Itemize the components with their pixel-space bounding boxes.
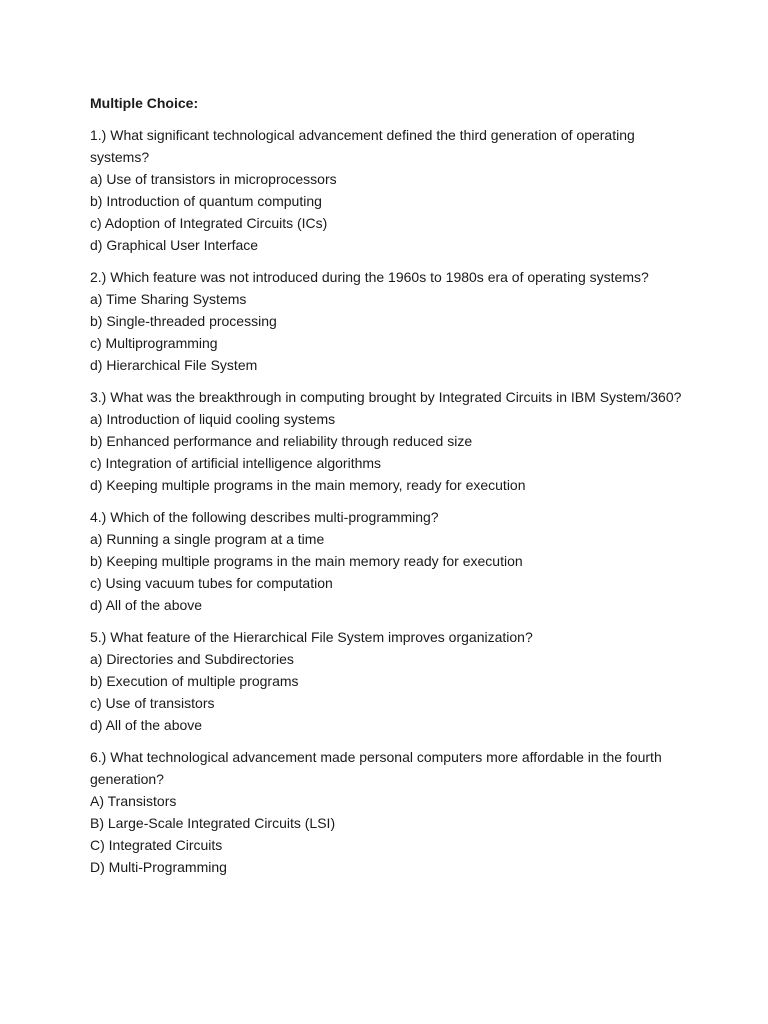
answer-option: d) Graphical User Interface: [90, 237, 259, 253]
answer-option: b) Introduction of quantum computing: [90, 193, 322, 209]
question-5: [90, 626, 690, 736]
question-text: 5.) What feature of the Hierarchical File System improves organization?: [90, 629, 533, 645]
question-6: [90, 746, 690, 878]
answer-option: d) All of the above: [90, 597, 203, 613]
question-text: 3.) What was the breakthrough in computing brought by Integrated Circuits in IBM System/360?: [90, 389, 682, 405]
question-3: [90, 386, 690, 496]
answer-option: a) Running a single program at a time: [90, 531, 325, 547]
answer-option: a) Directories and Subdirectories: [90, 651, 294, 667]
question-2: [90, 266, 690, 376]
answer-option: c) Adoption of Integrated Circuits (ICs): [90, 215, 328, 231]
answer-option: d) All of the above: [90, 717, 203, 733]
answer-option: b) Keeping multiple programs in the main memory ready for execution: [90, 553, 523, 569]
answer-option: c) Use of transistors: [90, 695, 215, 711]
question-text: 2.) Which feature was not introduced during the 1960s to 1980s era of operating systems?: [90, 269, 649, 285]
answer-option: d) Keeping multiple programs in the main memory, ready for execution: [90, 477, 526, 493]
question-text: 6.) What technological advancement made personal computers more affordable in the fourth generation?: [90, 749, 662, 787]
answer-option: C) Integrated Circuits: [90, 837, 223, 853]
answer-option: A) Transistors: [90, 793, 177, 809]
answer-option: d) Hierarchical File System: [90, 357, 258, 373]
answer-option: a) Use of transistors in microprocessors: [90, 171, 337, 187]
answer-option: c) Integration of artificial intelligence algorithms: [90, 455, 382, 471]
answer-option: D) Multi-Programming: [90, 859, 227, 875]
answer-option: c) Multiprogramming: [90, 335, 218, 351]
answer-option: b) Execution of multiple programs: [90, 673, 299, 689]
answer-option: a) Time Sharing Systems: [90, 291, 247, 307]
answer-option: c) Using vacuum tubes for computation: [90, 575, 333, 591]
question-text: 4.) Which of the following describes multi-programming?: [90, 509, 439, 525]
question-text: 1.) What significant technological advancement defined the third generation of operating systems?: [90, 127, 635, 165]
question-1: [90, 124, 690, 256]
section-heading: Multiple Choice:: [90, 95, 199, 111]
answer-option: b) Enhanced performance and reliability through reduced size: [90, 433, 473, 449]
document-page: [90, 92, 690, 888]
answer-option: a) Introduction of liquid cooling systems: [90, 411, 336, 427]
answer-option: b) Single-threaded processing: [90, 313, 277, 329]
question-4: [90, 506, 690, 616]
answer-option: B) Large-Scale Integrated Circuits (LSI): [90, 815, 336, 831]
